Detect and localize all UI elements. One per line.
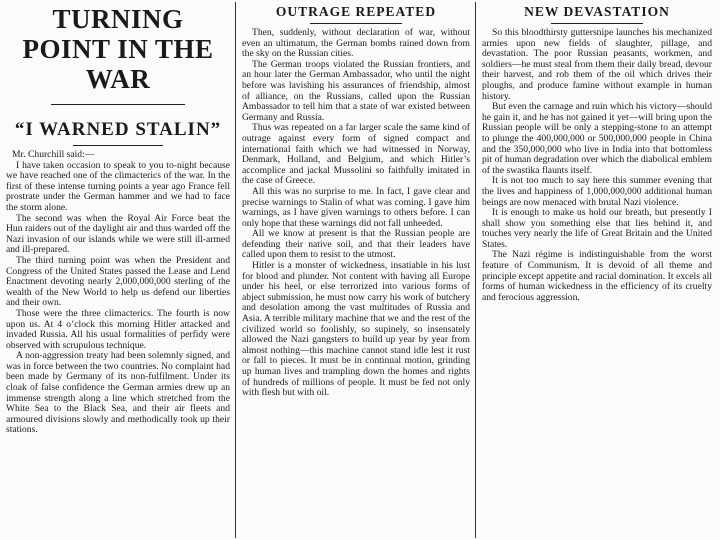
paragraph: A non-aggression treaty had been solemnly signed, and was in force between the two countries. No complaint had been made by Germany of its non-fulfilment. Under its cloak of false confidence the German armies drew up an immense strength along a line which stretched from the White Sea to the Black Sea, and their air fleets and armoured divisions slowly and methodically took up their stations. xyxy=(6,350,230,436)
section-rule xyxy=(310,23,401,24)
column-2 xyxy=(238,4,474,536)
column-3 xyxy=(478,4,716,536)
paragraph: Hitler is a monster of wickedness, insatiable in his lust for blood and plunder. Not content with having all Europe under his heel, or else terrorized into various forms of abject submission, he must now carry his work of butchery and desolation among the vast multitudes of Russia and Asia. A terrible military machine that we and the rest of the civilized world so foolishly, so supinely, so insensately allowed the Nazi gangsters to build up year by year from almost nothing—this machine cannot stand idle lest it rust or fall to pieces. It must be in continual motion, grinding up human lives and trampling down the homes and rights of hundreds of millions of people. It must be fed not only with flesh but with oil. xyxy=(242,260,470,399)
section-rule xyxy=(551,23,643,24)
paragraph: It is enough to make us hold our breath, but presently I shall show you something else that lies behind it, and touches very nearly the life of Great Britain and the United States. xyxy=(482,207,712,250)
headline-rule xyxy=(51,104,185,105)
paragraph: All we know at present is that the Russian people are defending their native soil, and that their leaders have called upon them to resist to the utmost. xyxy=(242,228,470,261)
paragraph: The Nazi régime is indistinguishable from the worst feature of Communism. It is devoid of all theme and principle except appetite and racial domination. It excels all forms of human wickedness in the efficiency of its cruelty and ferocious aggression. xyxy=(482,249,712,303)
paragraph: It is not too much to say here this summer evening that the lives and happiness of 1,000,000,000 additional human beings are now menaced with brutal Nazi violence. xyxy=(482,175,712,208)
paragraph: Those were the three climacterics. The fourth is now upon us. At 4 o’clock this morning Hitler attacked and invaded Russia. All his usual formalities of perfidy were observed with scrupulous technique. xyxy=(6,307,230,351)
paragraph: I have taken occasion to speak to you to-night because we have reached one of the climacterics of the war. In the first of these intense turning points a year ago France fell prostrate under the German hammer and we had to face the storm alone. xyxy=(6,159,230,213)
column-divider xyxy=(475,2,476,538)
section-title: NEW DEVASTATION xyxy=(524,4,670,19)
paragraph: The third turning point was when the President and Congress of the United States passed the Lease and Lend Enactment devoting nearly 2,000,000,000 sterling of the wealth of the New World to help us defend our liberties and their own. xyxy=(6,254,230,309)
column-divider xyxy=(235,2,236,538)
paragraph: Then, suddenly, without declaration of war, without even an ultimatum, the German bombs rained down from the sky on the Russian cities. xyxy=(242,27,470,60)
paragraph: Thus was repeated on a far larger scale the same kind of outrage against every form of signed compact and international faith which we had witnessed in Norway, Denmark, Holland, and Belgium, and which Hitler’s accomplice and jackal Mussolini so faithfully imitated in the case of Greece. xyxy=(242,122,470,187)
section-title: OUTRAGE REPEATED xyxy=(275,4,437,19)
paragraph: But even the carnage and ruin which his victory—should he gain it, and he has not gained it yet—will bring upon the Russian people will be only a stepping-stone to an attempt to plunge the 400,000,000 or 500,000,000 people in China and the 350,000,000 who live in India into that bottomless pit of human degradation over which the diabolical emblem of the swastika flaunts itself. xyxy=(482,101,712,176)
paragraph: The German troops violated the Russian frontiers, and an hour later the German Ambassador, who until the night before was lavishing his assurances of friendship, almost of alliance, on the Russians, called upon the Russian Ambassador to tell him that a state of war existed between Germany and Russia. xyxy=(242,58,470,123)
column-1 xyxy=(2,4,234,536)
headline: TURNING POINT IN THE WAR xyxy=(22,4,214,94)
paragraph: So this bloodthirsty guttersnipe launches his mechanized armies upon new fields of slaughter, pillage, and devastation. The poor Russian peasants, workmen, and soldiers—he must steal from them their daily bread, devour their harvest, and rob them of the oil which drives their ploughs, and produce famine without example in human history. xyxy=(482,27,712,102)
subheadline: “I WARNED STALIN” xyxy=(14,119,222,140)
subheadline-rule xyxy=(73,145,163,146)
paragraph: The second was when the Royal Air Force beat the Hun raiders out of the daylight air and thus warded off the Nazi invasion of our islands while we were still ill-armed and ill-prepared. xyxy=(6,212,230,256)
paragraph: Mr. Churchill said:— xyxy=(12,149,95,160)
paragraph: All this was no surprise to me. In fact, I gave clear and precise warnings to Stalin of what was coming. I gave him warnings, as I have given warnings to others before. I can only hope that these warnings did not fall unheeded. xyxy=(242,185,470,229)
